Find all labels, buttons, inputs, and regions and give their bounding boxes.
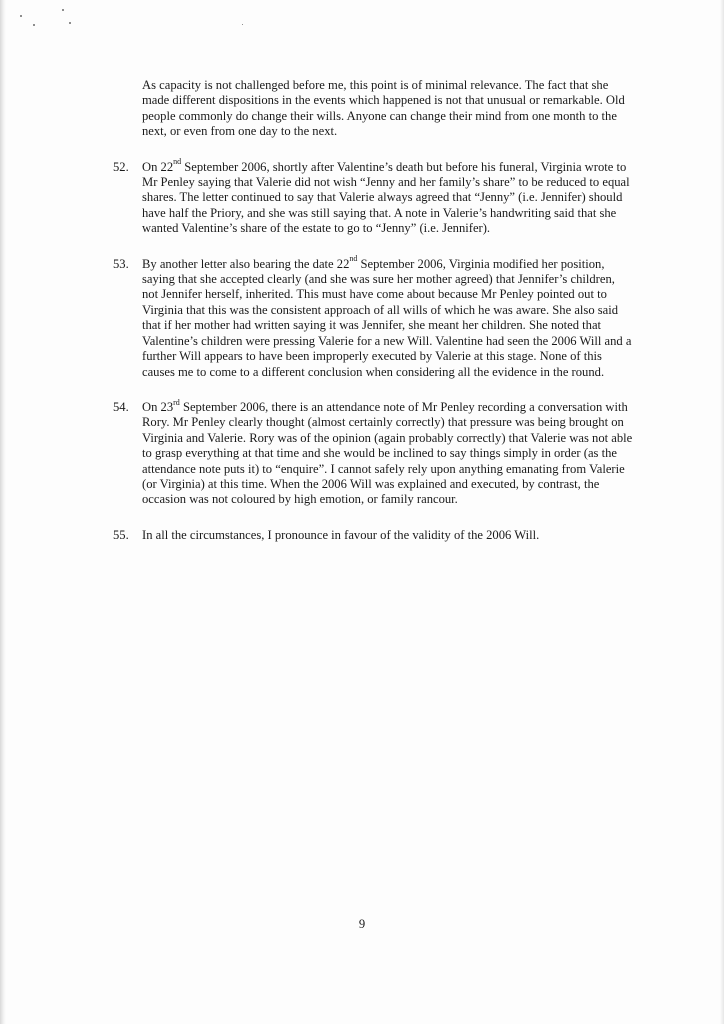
paragraph-text [142,254,633,380]
ordinal-suffix: rd [173,397,180,407]
scan-speck [20,15,22,17]
paragraph-text-rest: September 2006, there is an attendance note of Mr Penley recording a conversation with Rory. Mr Penley clearly thought (almost certainly correctly) that pressure was being brought on Virginia and Valerie. Rory was of the opinion (again probably correctly) that Valerie was not able to grasp everything at that time and she would be inclined to say things simply in order (as the attendance note puts it) to “enquire”. I cannot safely rely upon anything emanating from Valerie (or Virginia) at this time. When the 2006 Will was explained and executed, by contrast, the occasion was not coloured by high emotion, or family rancour. [142,399,633,507]
paragraph-text-start: In all the circumstances, I pronounce in favour of the validity of the 2006 Will. [142,527,540,542]
paragraph-text-rest: September 2006, Virginia modified her position, saying that she accepted clearly (and she was sure her mother agreed) that Jennifer’s children, not Jennifer herself, inherited. This must have come about because Mr Penley pointed out to Virginia that this was the consistent approach of all wills of which he was aware. She also said that if her mother had written saying it was Jennifer, she meant her children. She noted that Valentine’s children were pressing Valerie for a new Will. Valentine had seen the 2006 Will and a further Will appears to have been improperly executed by Valerie at this stage. None of this causes me to come to a different conclusion when considering all the evidence in the round. [142,256,632,379]
paragraph-text-start: By another letter also bearing the date 22 [142,256,350,271]
paragraph-text [142,397,633,508]
paragraph-number: 55. [113,527,129,542]
scan-speck [62,9,64,11]
paragraph-text-start: On 22 [142,159,174,174]
paragraph-52 [113,157,633,237]
scan-speck [33,24,35,26]
paragraph-text-rest: September 2006, shortly after Valentine’s death but before his funeral, Virginia wrote to Mr Penley saying that Valerie did not wish “Jenny and her family’s share” to be reduced to equal shares. The letter continued to say that Valerie always agreed that “Jenny” (i.e. Jennifer) should have half the Priory, and she was still saying that. A note in Valerie’s handwriting said that she wanted Valentine’s share of the estate to go to “Jenny” (i.e. Jennifer). [142,159,630,236]
ordinal-suffix: nd [173,157,182,167]
scan-speck [242,24,243,25]
paragraph-number: 54. [113,399,129,414]
paragraph-number: 53. [113,256,129,271]
paragraph-text [142,157,633,237]
page-number: 9 [358,917,366,931]
scan-speck [69,22,71,24]
scan-right-edge [720,0,724,1024]
paragraph-text-start: On 23 [142,399,174,414]
paragraph-55 [113,528,633,543]
opening-paragraph: As capacity is not challenged before me, this point is of minimal relevance. The fact that she made different dispositions in the events which happened is not that unusual or remarkable. Old people commonly do change their wills. Anyone can change their mind from one month to the next, or even from one day to the next. [142,78,625,139]
paragraph-text [142,528,633,543]
paragraph-53 [113,254,633,380]
paragraph-54 [113,397,633,508]
ordinal-suffix: nd [349,254,358,264]
scan-left-edge [0,0,6,1024]
document-body [113,78,633,563]
paragraph-number: 52. [113,159,129,174]
